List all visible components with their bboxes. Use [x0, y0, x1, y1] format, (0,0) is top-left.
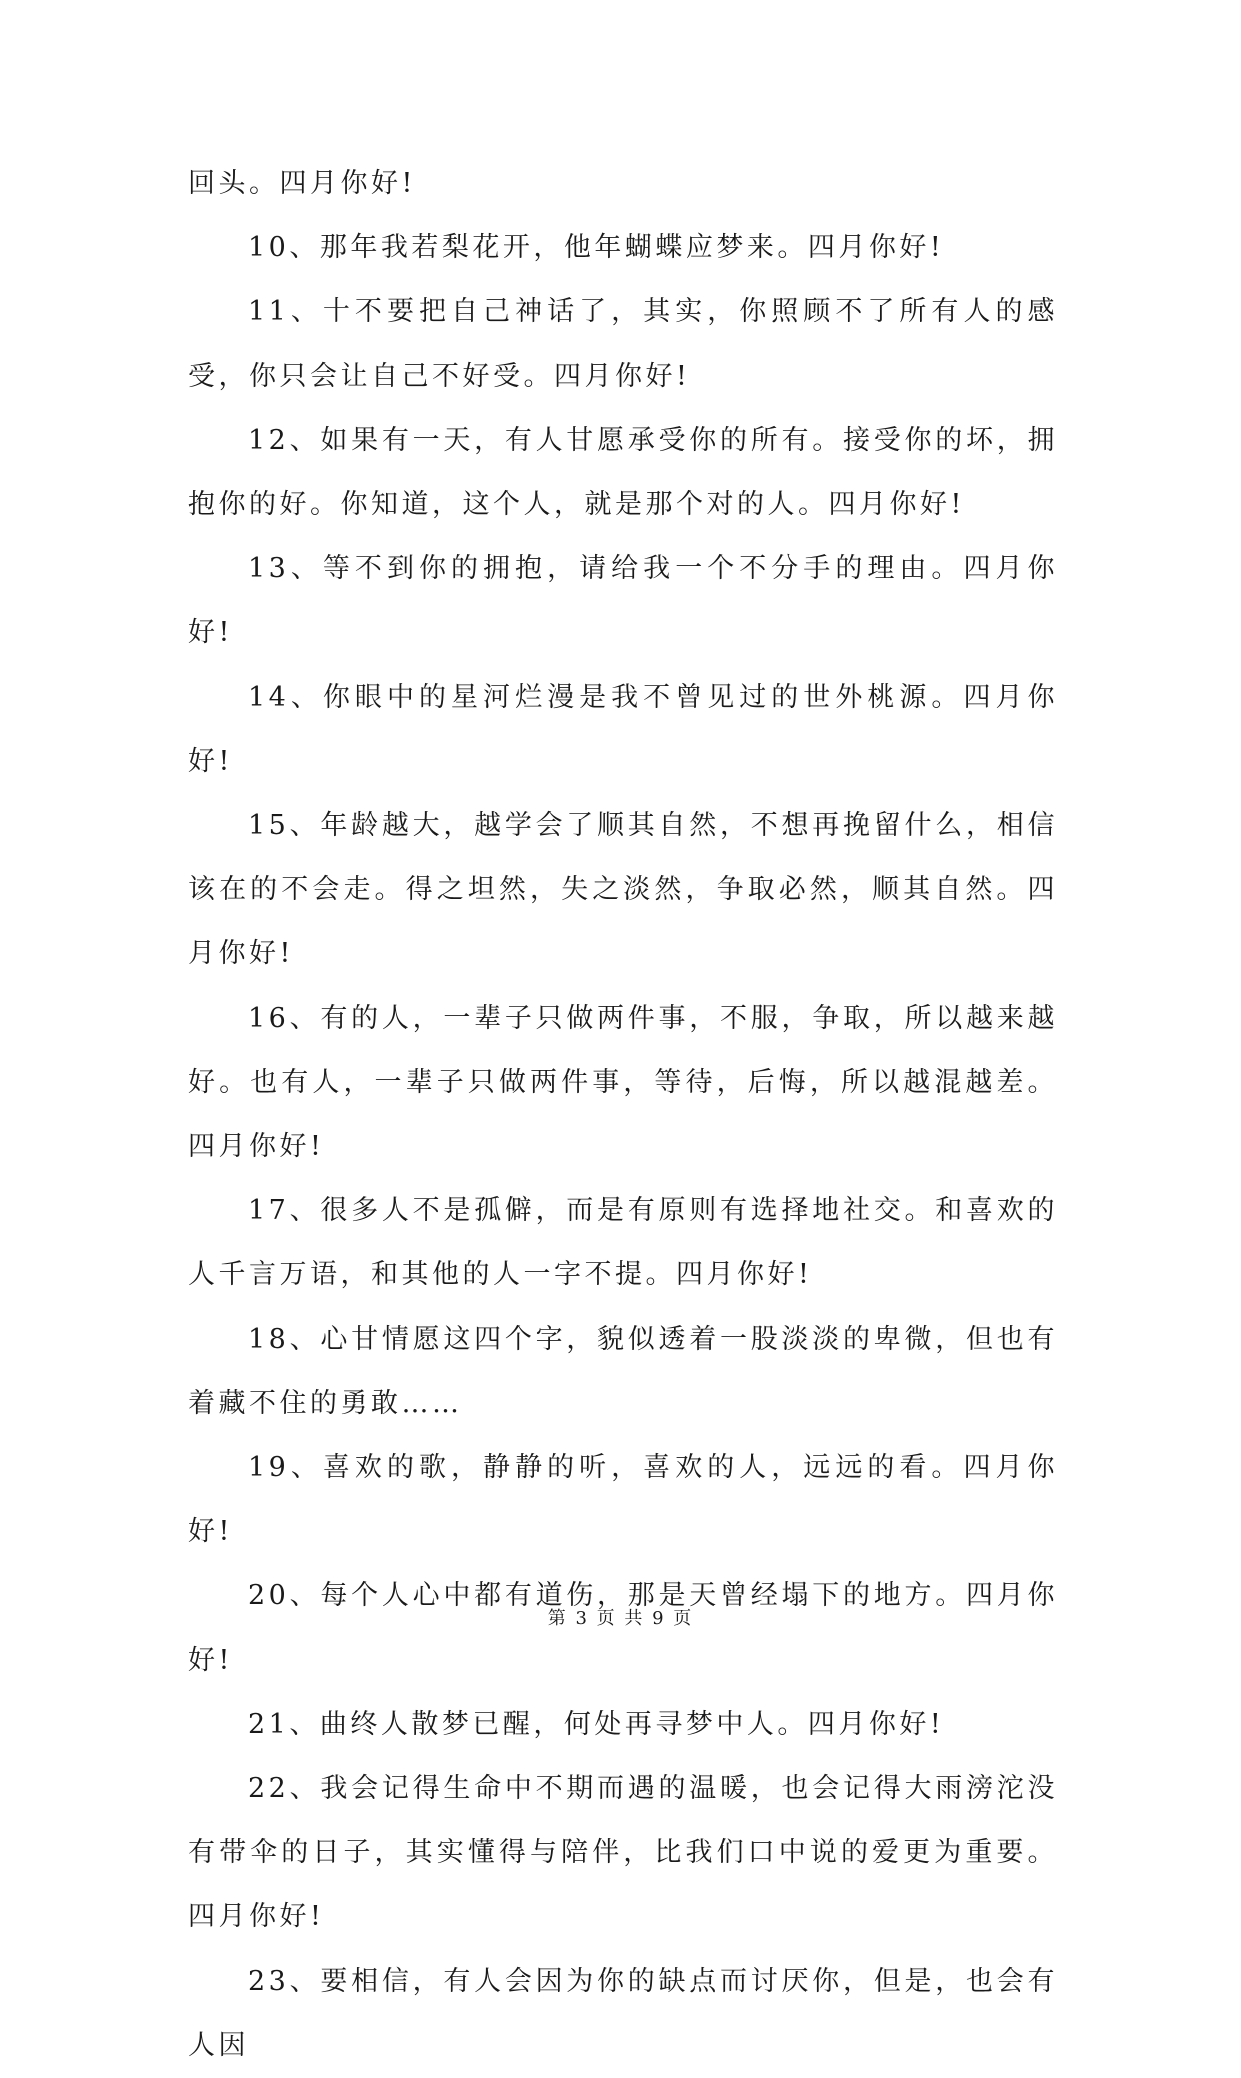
paragraph-item-15: 15、年龄越大，越学会了顺其自然，不想再挽留什么，相信该在的不会走。得之坦然，失之淡然，争取必然，顺其自然。四月你好!	[188, 810, 1058, 970]
paragraph-item-21: 21、曲终人散梦已醒，何处再寻梦中人。四月你好!	[248, 1708, 945, 1740]
paragraph-item-13: 13、等不到你的拥抱，请给我一个不分手的理由。四月你好!	[188, 553, 1058, 649]
paragraph-item-14: 14、你眼中的星河烂漫是我不曾见过的世外桃源。四月你好!	[188, 681, 1058, 777]
paragraph-item-23: 23、要相信，有人会因为你的缺点而讨厌你，但是，也会有人因	[188, 1965, 1058, 2061]
paragraph-item-12: 12、如果有一天，有人甘愿承受你的所有。接受你的坏，拥抱你的好。你知道，这个人，就是那个对的人。四月你好!	[188, 424, 1058, 521]
paragraph-item-17: 17、很多人不是孤僻，而是有原则有选择地社交。和喜欢的人千言万语，和其他的人一字不提。四月你好!	[188, 1195, 1058, 1291]
paragraph-item-10: 10、那年我若梨花开，他年蝴蝶应梦来。四月你好!	[248, 232, 945, 264]
paragraph-item-18: 18、心甘情愿这四个字，貌似透着一股淡淡的卑微，但也有着藏不住的勇敢……	[188, 1323, 1058, 1419]
paragraph-item-20: 20、每个人心中都有道伤，那是天曾经塌下的地方。四月你好!	[188, 1580, 1058, 1676]
paragraph-item-11: 11、十不要把自己神话了，其实，你照顾不了所有人的感受，你只会让自己不好受。四月你好!	[188, 296, 1058, 392]
paragraph-item-22: 22、我会记得生命中不期而遇的温暖，也会记得大雨滂沱没有带伞的日子，其实懂得与陪伴，比我们口中说的爱更为重要。四月你好!	[188, 1773, 1058, 1933]
page-number-footer: 第 3 页 共 9 页	[547, 1608, 694, 1629]
paragraph-continuation: 回头。四月你好!	[188, 168, 416, 199]
document-body	[188, 152, 1058, 2078]
paragraph-item-16: 16、有的人，一辈子只做两件事，不服，争取，所以越来越好。也有人，一辈子只做两件事，等待，后悔，所以越混越差。四月你好!	[188, 1002, 1058, 1163]
paragraph-item-19: 19、喜欢的歌，静静的听，喜欢的人，远远的看。四月你好!	[188, 1452, 1058, 1548]
